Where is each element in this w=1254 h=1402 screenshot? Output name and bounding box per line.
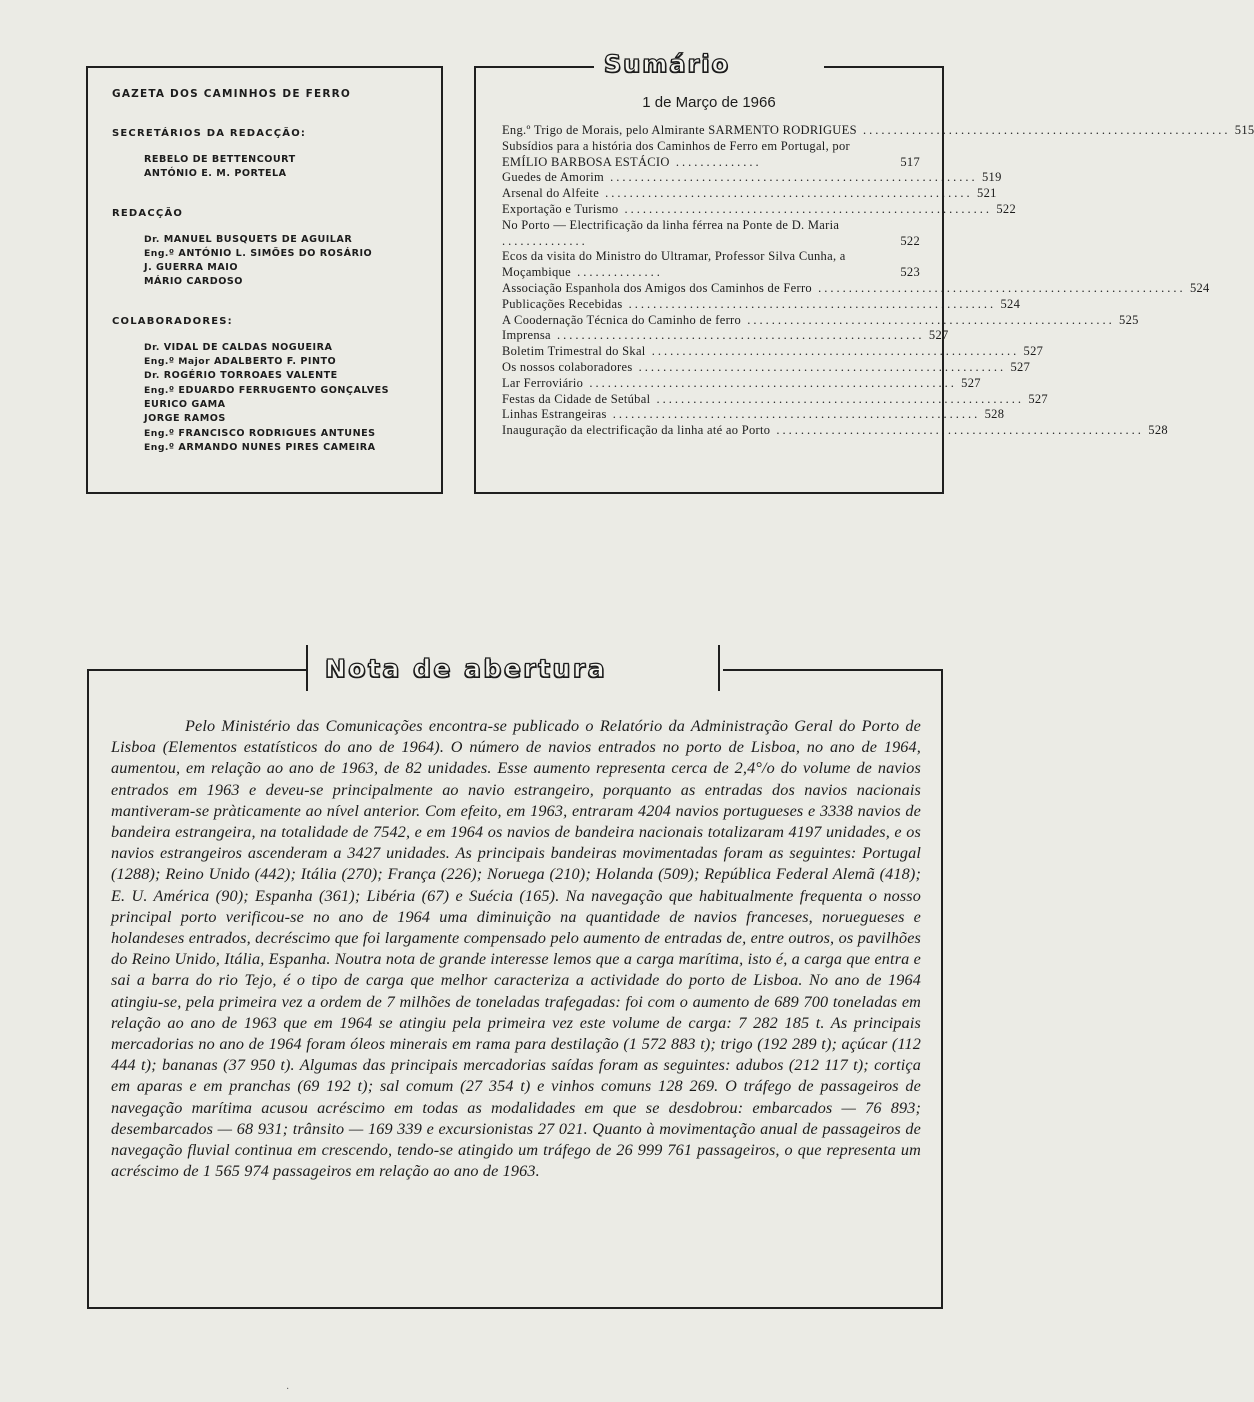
- staff-sections: [112, 128, 427, 455]
- toc-entry-text: Arsenal do Alfeite: [502, 186, 600, 201]
- title-rule-left: [476, 66, 594, 68]
- toc-leader-dots: ............................................................: [650, 391, 1024, 406]
- toc-leader-dots: ............................................................: [604, 170, 978, 185]
- staff-member-title: Eng.º Major: [144, 356, 211, 368]
- toc-entry: [502, 359, 1031, 376]
- toc-entry-text: Subsídios para a história dos Caminhos de Ferro em Portugal, por EMÍLIO BARBOSA ESTÁCIO: [502, 138, 850, 169]
- toc-page-number: 528: [1148, 423, 1168, 438]
- toc-entry-title: [502, 186, 973, 202]
- toc-entry-title: [502, 344, 1019, 360]
- staff-member-name: VIDAL DE CALDAS NOGUEIRA: [163, 341, 333, 353]
- toc-entry-text: Inauguração da electrificação da linha até ao Porto: [502, 423, 771, 438]
- toc-leader-dots: ............................................................: [599, 186, 973, 201]
- toc-page-number: 524: [1000, 296, 1021, 311]
- staff-member: [144, 398, 427, 412]
- staff-member-name: EURICO GAMA: [144, 398, 226, 410]
- toc-entry-text: Ecos da visita do Ministro do Ultramar, Professor Silva Cunha, a Moçambique: [502, 249, 846, 280]
- toc-entry-text: Boletim Trimestral do Skal: [502, 344, 646, 359]
- staff-member-name: MÁRIO CARDOSO: [144, 276, 243, 288]
- toc-entry-text: Lar Ferroviário: [502, 375, 584, 390]
- toc-entry-title: [502, 202, 992, 218]
- toc-leader-dots: ............................................................: [618, 201, 993, 216]
- staff-member-list: [144, 341, 427, 455]
- toc-entry-title: [502, 423, 1144, 439]
- toc-entry-title: [502, 297, 996, 313]
- toc-page-number: 527: [928, 328, 949, 343]
- staff-member: [144, 275, 427, 289]
- staff-member-title: Eng.º: [144, 427, 175, 439]
- toc-entry-title: [502, 123, 1230, 139]
- toc-entry: [502, 170, 1002, 186]
- staff-member: [144, 369, 427, 383]
- staff-member: [144, 341, 427, 355]
- toc-entry: [502, 328, 949, 344]
- toc-entry-text: No Porto — Electrificação da linha férrea na Ponte de D. Maria: [502, 217, 840, 232]
- toc-leader-dots: ............................................................: [741, 312, 1115, 327]
- toc-leader-dots: ..............: [502, 233, 588, 248]
- page-speck: ·: [286, 1384, 290, 1395]
- publication-name: GAZETA DOS CAMINHOS DE FERRO: [112, 88, 352, 100]
- toc-entry: [502, 218, 920, 250]
- toc-leader-dots: ............................................................: [856, 123, 1231, 137]
- staff-section-heading: SECRETÁRIOS DA REDACÇÃO:: [112, 128, 307, 139]
- toc-entry: [502, 391, 1048, 408]
- toc-entry-title: [502, 360, 1006, 376]
- toc-leader-dots: ............................................................: [645, 344, 1020, 359]
- staff-member-name: REBELO DE BETTENCOURT: [144, 154, 296, 165]
- staff-member-title: Eng.º: [144, 441, 175, 453]
- toc-entry: [502, 407, 1005, 423]
- toc-entry-title: [502, 392, 1024, 408]
- toc-leader-dots: ............................................................: [622, 296, 997, 311]
- toc-entry-title: [502, 376, 957, 392]
- summary-box: [474, 50, 1254, 494]
- staff-member-name: ARMANDO NUNES PIRES CAMEIRA: [178, 441, 376, 453]
- toc-page-number: 523: [900, 265, 920, 280]
- staff-member: [144, 412, 427, 426]
- staff-member-title: Dr.: [144, 233, 160, 245]
- toc-entry-text: Guedes de Amorim: [502, 170, 605, 185]
- toc-entry-text: A Coodernação Técnica do Caminho de ferro: [502, 312, 742, 327]
- staff-box: [86, 66, 443, 494]
- toc-leader-dots: ............................................................: [606, 407, 981, 422]
- toc-page-number: 522: [996, 201, 1017, 216]
- opening-note-box: [87, 654, 943, 1309]
- staff-section-heading: COLABORADORES:: [112, 315, 233, 327]
- staff-member-title: Dr.: [144, 341, 160, 353]
- toc-leader-dots: ............................................................: [770, 423, 1144, 438]
- toc-leader-dots: ............................................................: [811, 280, 1186, 295]
- toc-leader-dots: ............................................................: [550, 328, 925, 343]
- toc-page-number: 515: [1234, 123, 1254, 137]
- toc-page-number: 527: [1023, 344, 1044, 359]
- staff-member-name: ADALBERTO F. PINTO: [213, 356, 337, 368]
- toc-entry: [502, 344, 1044, 360]
- staff-member-name: ANTÓNIO E. M. PORTELA: [144, 168, 287, 180]
- toc-leader-dots: ..............: [570, 265, 663, 280]
- toc-entry-title: [502, 313, 1115, 329]
- staff-member-name: ROGÉRIO TORROAES VALENTE: [163, 370, 338, 382]
- staff-member-name: EDUARDO FERRUGENTO GONÇALVES: [178, 384, 390, 396]
- toc-entry-title: [502, 281, 1186, 297]
- staff-member-name: J. GUERRA MAIO: [144, 262, 239, 274]
- staff-member-name: ANTÓNIO L. SIMÕES DO ROSÁRIO: [178, 247, 373, 259]
- staff-member-name: MANUEL BUSQUETS DE AGUILAR: [163, 233, 353, 245]
- toc-entry: [502, 139, 920, 171]
- staff-member: [144, 247, 427, 261]
- staff-member: [144, 427, 427, 441]
- toc-leader-dots: ............................................................: [583, 375, 957, 390]
- staff-member-name: FRANCISCO RODRIGUES ANTUNES: [178, 427, 376, 439]
- staff-member-title: Eng.º: [144, 247, 175, 259]
- staff-member: [144, 355, 427, 369]
- toc-entry-text: Exportação e Turismo: [502, 201, 619, 216]
- toc-leader-dots: ............................................................: [632, 359, 1007, 374]
- toc-entry: [502, 296, 1021, 313]
- toc-page-number: 522: [900, 233, 920, 248]
- note-rule-left: [89, 669, 307, 671]
- staff-member: [144, 233, 427, 247]
- toc-page-number: 524: [1189, 280, 1210, 295]
- toc-entry-text: Festas da Cidade de Setúbal: [502, 391, 651, 406]
- toc-entry: [502, 249, 920, 281]
- toc-entry-title: [502, 249, 896, 281]
- staff-member-title: Eng.º: [144, 384, 175, 396]
- toc-entry-text: Os nossos colaboradores: [502, 359, 633, 374]
- table-of-contents: [502, 123, 1254, 439]
- staff-member: [144, 384, 427, 398]
- toc-entry: [502, 123, 1254, 139]
- toc-entry: [502, 375, 981, 392]
- toc-entry: [502, 201, 1017, 218]
- toc-entry: [502, 423, 1168, 439]
- toc-page-number: 519: [981, 170, 1002, 185]
- toc-page-number: 528: [984, 407, 1005, 422]
- note-title: Nota de abertura: [325, 654, 608, 683]
- toc-page-number: 527: [1010, 359, 1031, 374]
- toc-entry-text: Imprensa: [502, 328, 551, 343]
- toc-entry-text: Publicações Recebidas: [502, 296, 623, 311]
- staff-member: [144, 167, 427, 181]
- note-rule-right: [723, 669, 941, 671]
- summary-title: Sumário: [604, 50, 731, 78]
- toc-page-number: 521: [977, 186, 997, 201]
- toc-leader-dots: ..............: [669, 154, 762, 169]
- toc-entry-title: [502, 139, 896, 171]
- toc-page-number: 517: [900, 154, 920, 169]
- issue-date: 1 de Março de 1966: [642, 94, 776, 111]
- toc-entry-title: [502, 170, 978, 186]
- staff-member: [144, 153, 427, 167]
- toc-page-number: 527: [961, 375, 981, 390]
- staff-member-title: Dr.: [144, 370, 160, 382]
- toc-entry: [502, 280, 1210, 297]
- staff-section-heading: REDACÇÃO: [112, 207, 184, 219]
- toc-entry: [502, 186, 997, 202]
- title-rule-right: [824, 66, 942, 68]
- toc-entry-text: Linhas Estrangeiras: [502, 407, 607, 422]
- toc-entry-text: Associação Espanhola dos Amigos dos Caminhos de Ferro: [502, 280, 812, 295]
- toc-page-number: 525: [1119, 312, 1139, 327]
- toc-page-number: 527: [1028, 391, 1048, 406]
- toc-entry-title: [502, 328, 925, 344]
- toc-entry-title: [502, 407, 980, 423]
- staff-member-list: [144, 153, 427, 182]
- staff-member: [144, 441, 427, 455]
- toc-entry: [502, 312, 1139, 329]
- note-body: Pelo Ministério das Comunicações encontra-se publicado o Relatório da Administração Geral do Porto de Lisboa (Elementos estatísticos do ano de 1964). O número de navios entrados no porto de Lisboa, no ano de 1964, aumentou, em relação ao ano de 1963, de 82 unidades. Esse aumento representa cerca de 2,4°/o do volume de navios entrados em 1963 e deveu-se principalmente ao navio estrangeiro, porquanto as entradas dos navios nacionais mantiveram-se pràticamente ao nível anterior. Com efeito, em 1963, entraram 4204 navios portugueses e 3338 navios de bandeira estrangeira, na totalidade de 7542, e em 1964 os navios de bandeira nacionais totalizaram 4197 unidades, e os navios estrangeiros ascenderam a 3427 unidades. As principais bandeiras movimentadas foram as seguintes: Portugal (1288); Reino Unido (442); Itália (270); França (226); Noruega (210); Holanda (509); República Federal Alemã (418); E. U. América (90); Espanha (361); Libéria (67) e Suécia (165). Na navegação que habitualmente frequenta o nosso principal porto verificou-se no ano de 1964 uma diminuição na quantidade de navios franceses, noruegueses e holandeses entrados, decréscimo que foi largamente compensado pelo aumento de entradas de, entre outros, os pavilhões do Reino Unido, Itália, Espanha. Noutra nota de grande interesse lemos que a carga marítima, isto é, a carga que entra e sai a barra do rio Tejo, é o tipo de carga que melhor caracteriza a actividade do porto de Lisboa. No ano de 1964 atingiu-se, pela primeira vez a ordem de 7 milhões de toneladas trafegadas: foi com o aumento de 689 700 toneladas em relação ao ano de 1963 que em 1964 se atingiu pela primeira vez este volume de carga: 7 282 185 t. As principais mercadorias no ano de 1964 foram óleos minerais em rama para destilação (1 572 883 t); trigo (192 289 t); açúcar (112 444 t); bananas (37 950 t). Algumas das principais mercadorias saídas foram as seguintes: adubos (212 117 t); cortiça em aparas e em pranchas (69 192 t); sal comum (27 354 t) e vinhos comuns 128 269. O tráfego de passageiros de navegação marítima acusou acréscimo em todas as modalidades em que se desdobrou: embarcados — 76 893; desembarcados — 68 931; trânsito — 169 339 e excursionistas 27 021. Quanto à movimentação anual de passageiros de navegação fluvial continua em crescendo, tendo-se atingido um tráfego de 26 999 761 passageiros, o que representa um acréscimo de 1 565 974 passageiros em relação ao ano de 1963.: [111, 717, 921, 1181]
- toc-entry-title: [502, 218, 896, 250]
- staff-member-list: [144, 233, 427, 290]
- toc-entry-text: Eng.º Trigo de Morais, pelo Almirante SARMENTO RODRIGUES: [502, 123, 857, 137]
- staff-member-name: JORGE RAMOS: [144, 413, 226, 425]
- staff-member: [144, 261, 427, 275]
